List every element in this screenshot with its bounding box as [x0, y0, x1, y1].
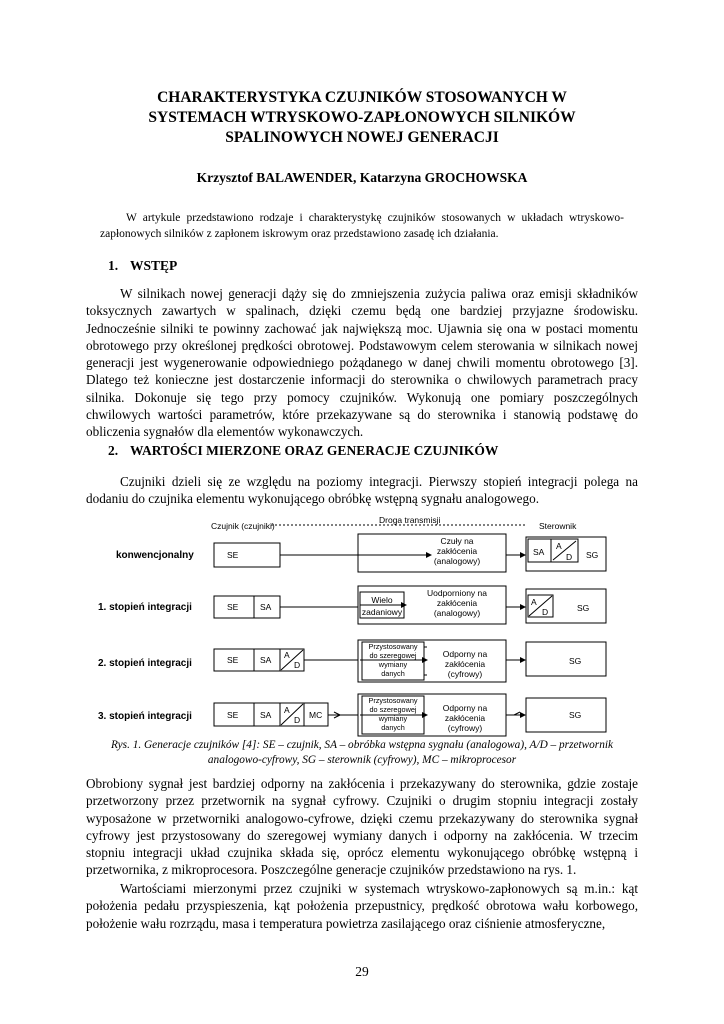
section-2-heading: [108, 442, 498, 460]
figure-caption: [86, 738, 638, 768]
controller-block: [526, 589, 606, 623]
title-line: SYSTEMACH WTRYSKOWO-ZAPŁONOWYCH SILNIKÓW: [148, 109, 576, 126]
multi-text-line: zadaniowy: [361, 607, 403, 617]
caption-line: analogowo-cyfrowy, SG – sterownik (cyfrowy), MC – mikroprocesor: [207, 754, 517, 766]
path-text-line: zakłócenia: [444, 659, 486, 669]
title-line: SPALINOWYCH NOWEJ GENERACJI: [225, 129, 499, 146]
serial-text-line: Przystosowany: [368, 642, 418, 651]
section-2-paragraph-2: Obrobiony sygnał jest bardziej odporny na zakłócenia i przekazywany do sterownika, gdzie zostaje przetworzony przez przetwornik na sygnał cyfrowy. Czujniki o drugim stopniu integracji zostały wyposażone w przetworniki analogowo-cyfrowe, dzięki czemu przekazywany do sterownika sygnał cyfrowy jest przystosowany do szeregowej wymiany danych i odporny na zakłócenia. W trzecim stopniu integracji układ czujnika składa się, oprócz elementu wykonującego obróbkę wstępną i przetwornika, z mikroprocesora. Poszczególne generacje czujników przedstawiono na rys. 1.: [86, 776, 638, 878]
row-label: konwencjonalny: [116, 550, 194, 561]
se-block: [214, 543, 280, 567]
path-text-line: Czuły na: [440, 536, 474, 546]
controller-block: [526, 698, 606, 732]
serial-text-line: do szeregowej: [369, 651, 417, 660]
path-text-line: Odporny na: [442, 703, 488, 713]
path-text-line: (analogowy): [433, 556, 481, 566]
path-block: [358, 534, 506, 572]
section-1-heading: [108, 257, 177, 275]
section-1-paragraph: W silnikach nowej generacji dąży się do zmniejszenia zużycia paliwa oraz emisji składników toksycznych zawartych w spalinach, dzięki czemu będą one bardziej przyjazne środowisku. Jednocześnie silniki te powinny zachować jak największą moc. Ujawnia się ona w postaci momentu obrotowego przy określonej prędkości obrotowej. Podstawowym celem sterowania w silnikach nowej generacji jest wygenerowanie odpowiedniego pożądanego w danej chwili momentu obrotowego [3]. Dlatego też konieczne jest dostarczenie informacji do sterownika o chwilowych parametrach pracy silnika. Dokonuje się tego przy pomocy czujników. Wykonują one pomiary poszczególnych chwilowych wartości parametrów, które przekazywane są do sterownika i stanowią podstawę do obliczenia sygnałów dla elementów wykonawczych.: [86, 286, 638, 440]
sg-label: SG: [569, 656, 582, 666]
sensor-generations-diagram: [96, 516, 636, 738]
multi-text-line: Wielo: [371, 595, 393, 605]
a-label: A: [284, 705, 290, 715]
paper-title: [100, 88, 624, 148]
path-text-line: Odporny na: [442, 649, 488, 659]
abstract: W artykule przedstawiono rodzaje i charakterystykę czujników stosowanych w układach wtryskowo-zapłonowych silników z zapłonem iskrowym oraz przedstawiono zasadę ich działania.: [100, 212, 624, 240]
header-path: Droga transmisji: [379, 516, 441, 525]
section-number: 1.: [108, 258, 119, 273]
d-label: D: [294, 715, 301, 725]
path-text-line: (cyfrowy): [447, 669, 483, 679]
header-controller: Sterownik: [539, 521, 577, 531]
serial-text-line: danych: [381, 723, 405, 732]
a-label: A: [284, 650, 290, 660]
serial-text-line: wymiany: [378, 660, 408, 669]
header-sensor: Czujnik (czujniki): [211, 521, 275, 531]
se-label: SE: [227, 655, 239, 665]
title-line: CHARAKTERYSTYKA CZUJNIKÓW STOSOWANYCH W: [157, 89, 567, 106]
page-number: 29: [355, 964, 369, 979]
row-label: 3. stopień integracji: [98, 711, 192, 722]
a-label: A: [556, 541, 562, 551]
sg-label: SG: [586, 550, 599, 560]
authors: Krzysztof BALAWENDER, Katarzyna GROCHOWSKA: [196, 170, 528, 185]
section-2-paragraph-1: Czujniki dzieli się ze względu na poziomy integracji. Pierwszy stopień integracji polega na dodaniu do czujnika elementu wykonującego obróbkę wstępną sygnału analogowego.: [86, 474, 638, 507]
a-label: A: [531, 597, 537, 607]
path-text-line: (analogowy): [433, 608, 481, 618]
d-label: D: [542, 607, 549, 617]
sa-label: SA: [260, 602, 272, 612]
serial-text-line: do szeregowej: [369, 705, 417, 714]
sg-label: SG: [569, 710, 582, 720]
row-label: 1. stopień integracji: [98, 602, 192, 613]
sa-label: SA: [533, 547, 545, 557]
path-text-line: zakłócenia: [444, 713, 486, 723]
serial-text-line: danych: [381, 669, 405, 678]
section-title: WSTĘP: [130, 258, 178, 273]
se-label: SE: [227, 550, 239, 560]
sg-label: SG: [577, 603, 590, 613]
path-text-line: (cyfrowy): [447, 723, 483, 733]
section-title: WARTOŚCI MIERZONE ORAZ GENERACJE CZUJNIKÓW: [130, 443, 499, 458]
se-label: SE: [227, 710, 239, 720]
serial-text-line: wymiany: [378, 714, 408, 723]
path-text-line: zakłócenia: [436, 546, 478, 556]
d-label: D: [294, 660, 301, 670]
controller-block: [526, 642, 606, 676]
sa-label: SA: [260, 655, 272, 665]
path-text-line: Uodporniony na: [426, 588, 488, 598]
se-label: SE: [227, 602, 239, 612]
section-2-paragraph-3: Wartościami mierzonymi przez czujniki w systemach wtryskowo-zapłonowych są m.in.: kąt położenia pedału przyspieszenia, kąt położenia przepustnicy, prędkość obrotowa wału korbowego, położenie wału rozrządu, masa i temperatura powietrza zasilającego oraz ciśnienie atmosferyczne,: [86, 881, 638, 931]
mc-label: MC: [309, 710, 323, 720]
row-label: 2. stopień integracji: [98, 658, 192, 669]
serial-text-line: Przystosowany: [368, 696, 418, 705]
d-label: D: [566, 552, 573, 562]
section-number: 2.: [108, 443, 119, 458]
caption-line: Rys. 1. Generacje czujników [4]: SE – czujnik, SA – obróbka wstępna sygnału (analogowa), A/D – przetwornik: [110, 739, 614, 751]
path-text-line: zakłócenia: [436, 598, 478, 608]
sa-label: SA: [260, 710, 272, 720]
